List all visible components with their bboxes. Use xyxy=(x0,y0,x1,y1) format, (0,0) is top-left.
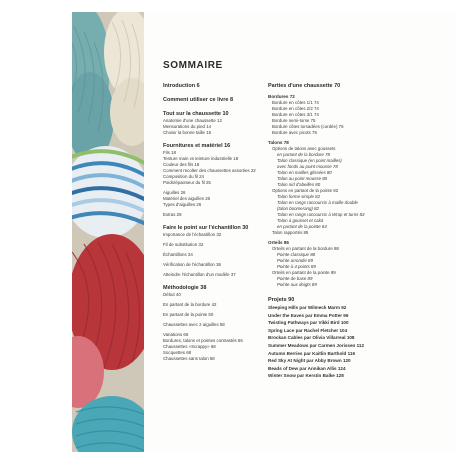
toc-entry: Composition du fil 24 xyxy=(163,174,205,179)
toc-column-right xyxy=(268,83,388,380)
spacer xyxy=(163,136,273,143)
toc-entry: Pointe arrondie 89 xyxy=(277,258,313,263)
toc-project-entry: Summer Meadows par Carmen Jorissen 112 xyxy=(268,342,364,348)
toc-chapter-heading: Parties d'une chaussette 70 xyxy=(268,83,341,89)
toc-project-entry: Spring Lace par Rachel Fletcher 104 xyxy=(268,327,348,333)
toc-entry: Chaussettes «Scrappy» 68 xyxy=(163,344,216,349)
toc-entry: Anatomie d'une chaussette 12 xyxy=(163,118,222,123)
toc-chapter-heading: Méthodologie 38 xyxy=(163,285,207,291)
toc-project-entry: Twisting Pathways par Vikki Bird 100 xyxy=(268,320,349,326)
toc-entry: Fil de substitution 32 xyxy=(163,242,204,247)
toc-entry: Extras 28 xyxy=(163,212,182,217)
toc-entry: en partant de la bordure 78 xyxy=(277,152,330,157)
toc-entry: Comment recolter des chaussettes assorties 22 xyxy=(163,168,256,173)
toc-entry: Talon à gousset et calot xyxy=(277,218,324,223)
toc-project-entry: Under the Eaves par Emma Potter 96 xyxy=(268,312,349,318)
toc-entry: Mensurations du pied 14 xyxy=(163,124,212,129)
toc-entry: Fils 18 xyxy=(163,150,176,155)
toc-entry: avec fonds au point mousse 78 xyxy=(277,164,338,169)
spacer xyxy=(163,90,273,97)
toc-entry: Variations 66 xyxy=(163,332,189,337)
toc-entry: Talon classique (en point mailles) xyxy=(277,158,342,163)
toc-entry: Poids/épaisseur du fil 25 xyxy=(163,180,211,185)
toc-project-entry: Brockan Cables par Olivia Villarreal 108 xyxy=(268,335,355,341)
spacer xyxy=(163,104,273,111)
toc-entry: Talon au point mousse 80 xyxy=(277,176,328,181)
toc-section-heading: Orteils 86 xyxy=(268,240,289,245)
toc-entry: Pointe à 4 points 89 xyxy=(277,264,316,269)
toc-entry: en partant de la pointe 84 xyxy=(277,224,327,229)
toc-section-heading: Talons 78 xyxy=(268,140,289,145)
yarn-balls-illustration xyxy=(72,12,144,452)
toc-chapter-heading: Faire le point sur l'échantillon 30 xyxy=(163,225,249,231)
toc-entry: Couleur des fils 18 xyxy=(163,162,200,167)
toc-entry: Aiguilles 26 xyxy=(163,190,186,195)
toc-entry: Talon forme simple 82 xyxy=(277,194,321,199)
toc-entry: Échantillons 34 xyxy=(163,252,193,257)
toc-entry: Vérification de l'échantillon 36 xyxy=(163,262,221,267)
toc-entry: Socquettes 68 xyxy=(163,350,192,355)
toc-entry: Importance de l'échantillon 32 xyxy=(163,232,222,237)
toc-column-left xyxy=(163,83,273,362)
toc-entry: Chaussettes sans talon 68 xyxy=(163,356,215,361)
toc-entry: Options de talons avec goussets xyxy=(272,146,336,151)
toc-entry: En partant de la bordure 42 xyxy=(163,302,217,307)
toc-entry: Orteils en partant de la pointe 89 xyxy=(272,270,336,275)
toc-entry: Tenture main vs teinture industrielle 18 xyxy=(163,156,239,161)
toc-entry: Bordure en côtes 2/2 74 xyxy=(272,106,319,111)
yarn-photo xyxy=(72,12,144,452)
toc-entry: Pointe aux doigts 89 xyxy=(277,282,317,287)
toc-entry: Matériel des aiguilles 26 xyxy=(163,196,211,201)
toc-entry: Talon en mailles glissées 80 xyxy=(277,170,332,175)
toc-chapter-heading: Comment utiliser ce livre 8 xyxy=(163,97,233,103)
toc-chapter-heading: Fournitures et matériel 16 xyxy=(163,143,231,149)
toc-entry: Talon rapportés 85 xyxy=(272,230,309,235)
toc-entry: En partant de la pointe 50 xyxy=(163,312,214,317)
toc-project-entry: Sleeping Hills par Wilmeck Marm 92 xyxy=(268,305,347,310)
toc-chapter-heading: Introduction 6 xyxy=(163,83,200,89)
toc-entry: Bordure en côtes 3/1 74 xyxy=(272,112,319,117)
page-title: SOMMAIRE xyxy=(163,60,223,71)
toc-entry: (talon boomerang) 82 xyxy=(277,206,319,211)
toc-entry: Bordures, talons et pointes contrastés 66 xyxy=(163,338,243,343)
toc-entry: Choisir la bonne taille 15 xyxy=(163,130,212,135)
toc-entry: Début 40 xyxy=(163,292,181,297)
toc-entry: Bordure avec picots 76 xyxy=(272,130,317,135)
toc-entry: Bordure semi-torse 75 xyxy=(272,118,316,123)
toc-entry: Types d'aiguilles 26 xyxy=(163,202,202,207)
toc-section-heading: Bordures 72 xyxy=(268,94,295,99)
toc-entry: Pointe de base 89 xyxy=(277,276,313,281)
toc-chapter-heading: Tout sur la chaussette 10 xyxy=(163,111,229,117)
toc-entry: Talon en rangs raccourcis à maille double xyxy=(277,200,358,205)
toc-project-entry: Winter Snow par Kerstin Balke 128 xyxy=(268,373,344,379)
toc-entry: Atteindre l'échantillon d'un modèle 37 xyxy=(163,272,236,277)
toc-entry: Chaussettes avec 2 aiguilles 58 xyxy=(163,322,225,327)
spacer xyxy=(163,278,273,285)
toc-entry: Orteils en partant de la bordure 88 xyxy=(272,246,339,251)
toc-entry: Bordure côtes torsadées (cordée) 76 xyxy=(272,124,344,129)
toc-project-entry: Autumn Berries par Kaitlin Barthold 116 xyxy=(268,350,356,356)
toc-chapter-heading: Projets 90 xyxy=(268,297,295,303)
toc-entry: Talon nid d'abeilles 80 xyxy=(277,182,321,187)
toc-entry: Pointe classique 88 xyxy=(277,252,316,257)
spacer xyxy=(163,218,273,225)
toc-entry: Bordure en côtes 1/1 74 xyxy=(272,100,319,105)
toc-entry: Options en partant de la pointe 82 xyxy=(272,188,339,193)
toc-entry: Talon en rangs raccourcis à Wrap et turns 83 xyxy=(277,212,365,217)
toc-project-entry: Red Sky At Night par Abby Brown 120 xyxy=(268,358,351,364)
spacer xyxy=(268,288,388,297)
toc-project-entry: Beads of Dew par Annikan Allis 124 xyxy=(268,365,346,371)
